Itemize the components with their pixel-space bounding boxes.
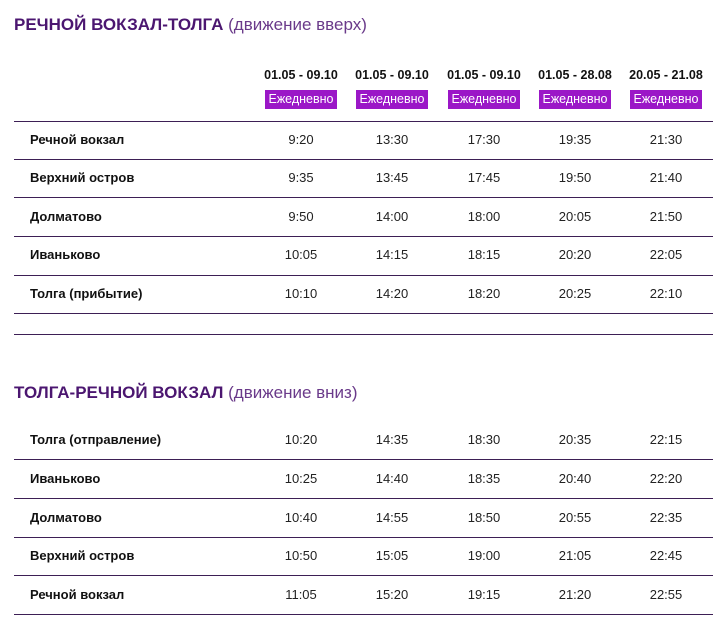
column-header	[623, 67, 709, 109]
departure-time: 19:00	[467, 548, 501, 563]
stop-name: Иваньково	[30, 247, 101, 262]
table-divider	[14, 614, 713, 615]
departure-time: 22:55	[649, 587, 683, 602]
departure-time: 21:05	[558, 548, 592, 563]
departure-time: 20:40	[558, 471, 592, 486]
column-header	[532, 67, 618, 109]
departure-time: 21:40	[649, 170, 683, 185]
departure-time: 19:35	[558, 132, 592, 147]
table-row	[14, 121, 713, 159]
table-row	[14, 460, 713, 498]
departure-time: 22:10	[649, 286, 683, 301]
departure-time: 9:35	[288, 170, 314, 185]
departure-time: 18:00	[467, 209, 501, 224]
departure-time: 9:50	[288, 209, 314, 224]
table-row	[14, 537, 713, 575]
stop-name: Речной вокзал	[30, 132, 125, 147]
departure-time: 10:40	[284, 510, 318, 525]
section-title-up-sub: (движение вверх)	[228, 15, 367, 34]
departure-time: 14:40	[375, 471, 409, 486]
departure-time: 17:45	[467, 170, 501, 185]
daily-badge: Ежедневно	[356, 90, 427, 109]
departure-time: 21:50	[649, 209, 683, 224]
departure-time: 18:20	[467, 286, 501, 301]
daily-badge: Ежедневно	[448, 90, 519, 109]
stop-name: Верхний остров	[30, 170, 135, 185]
departure-time: 20:25	[558, 286, 592, 301]
stop-name: Долматово	[30, 510, 102, 525]
daily-badge: Ежедневно	[630, 90, 701, 109]
departure-time: 15:20	[375, 587, 409, 602]
departure-time: 18:35	[467, 471, 501, 486]
departure-time: 22:20	[649, 471, 683, 486]
departure-time: 20:20	[558, 247, 592, 262]
table-divider	[14, 313, 713, 314]
daily-badge: Ежедневно	[265, 90, 336, 109]
departure-time: 22:45	[649, 548, 683, 563]
departure-time: 20:35	[558, 432, 592, 447]
departure-time: 15:05	[375, 548, 409, 563]
daily-badge: Ежедневно	[539, 90, 610, 109]
table-row	[14, 421, 713, 459]
departure-time: 10:05	[284, 247, 318, 262]
departure-time: 20:55	[558, 510, 592, 525]
departure-time: 14:00	[375, 209, 409, 224]
section-title-down	[14, 383, 358, 403]
departure-time: 20:05	[558, 209, 592, 224]
departure-time: 9:20	[288, 132, 314, 147]
stop-name: Толга (прибытие)	[30, 286, 143, 301]
column-period: 20.05 - 21.08	[629, 68, 703, 82]
section-title-up-main: РЕЧНОЙ ВОКЗАЛ-ТОЛГА	[14, 15, 224, 34]
section-title-up	[14, 15, 367, 35]
departure-time: 22:35	[649, 510, 683, 525]
departure-time: 11:05	[285, 587, 317, 602]
table-row	[14, 159, 713, 197]
departure-time: 10:10	[284, 286, 318, 301]
departure-time: 10:25	[284, 471, 318, 486]
departure-time: 10:50	[284, 548, 318, 563]
column-period: 01.05 - 09.10	[447, 68, 521, 82]
departure-time: 18:30	[467, 432, 501, 447]
table-row	[14, 576, 713, 614]
stop-name: Толга (отправление)	[30, 432, 162, 447]
departure-time: 22:15	[649, 432, 683, 447]
column-header	[441, 67, 527, 109]
column-header	[349, 67, 435, 109]
section-title-down-sub: (движение вниз)	[228, 383, 358, 402]
departure-time: 18:50	[467, 510, 501, 525]
departure-time: 22:05	[649, 247, 683, 262]
column-period: 01.05 - 28.08	[538, 68, 612, 82]
departure-time: 14:20	[375, 286, 409, 301]
table-row	[14, 198, 713, 236]
stop-name: Иваньково	[30, 471, 101, 486]
table-row	[14, 275, 713, 313]
departure-time: 13:45	[375, 170, 409, 185]
departure-time: 18:15	[467, 247, 501, 262]
departure-time: 19:15	[467, 587, 501, 602]
departure-time: 14:15	[375, 247, 409, 262]
departure-time: 14:35	[375, 432, 409, 447]
column-period: 01.05 - 09.10	[264, 68, 338, 82]
departure-time: 14:55	[375, 510, 409, 525]
departure-time: 13:30	[375, 132, 409, 147]
table-row	[14, 499, 713, 537]
table-row	[14, 236, 713, 274]
departure-time: 19:50	[558, 170, 592, 185]
departure-time: 10:20	[284, 432, 318, 447]
departure-time: 21:20	[558, 587, 592, 602]
table-divider	[14, 334, 713, 335]
stop-name: Верхний остров	[30, 548, 135, 563]
departure-time: 21:30	[649, 132, 683, 147]
section-title-down-main: ТОЛГА-РЕЧНОЙ ВОКЗАЛ	[14, 383, 224, 402]
column-period: 01.05 - 09.10	[355, 68, 429, 82]
departure-time: 17:30	[467, 132, 501, 147]
stop-name: Долматово	[30, 209, 102, 224]
stop-name: Речной вокзал	[30, 587, 125, 602]
column-header	[258, 67, 344, 109]
